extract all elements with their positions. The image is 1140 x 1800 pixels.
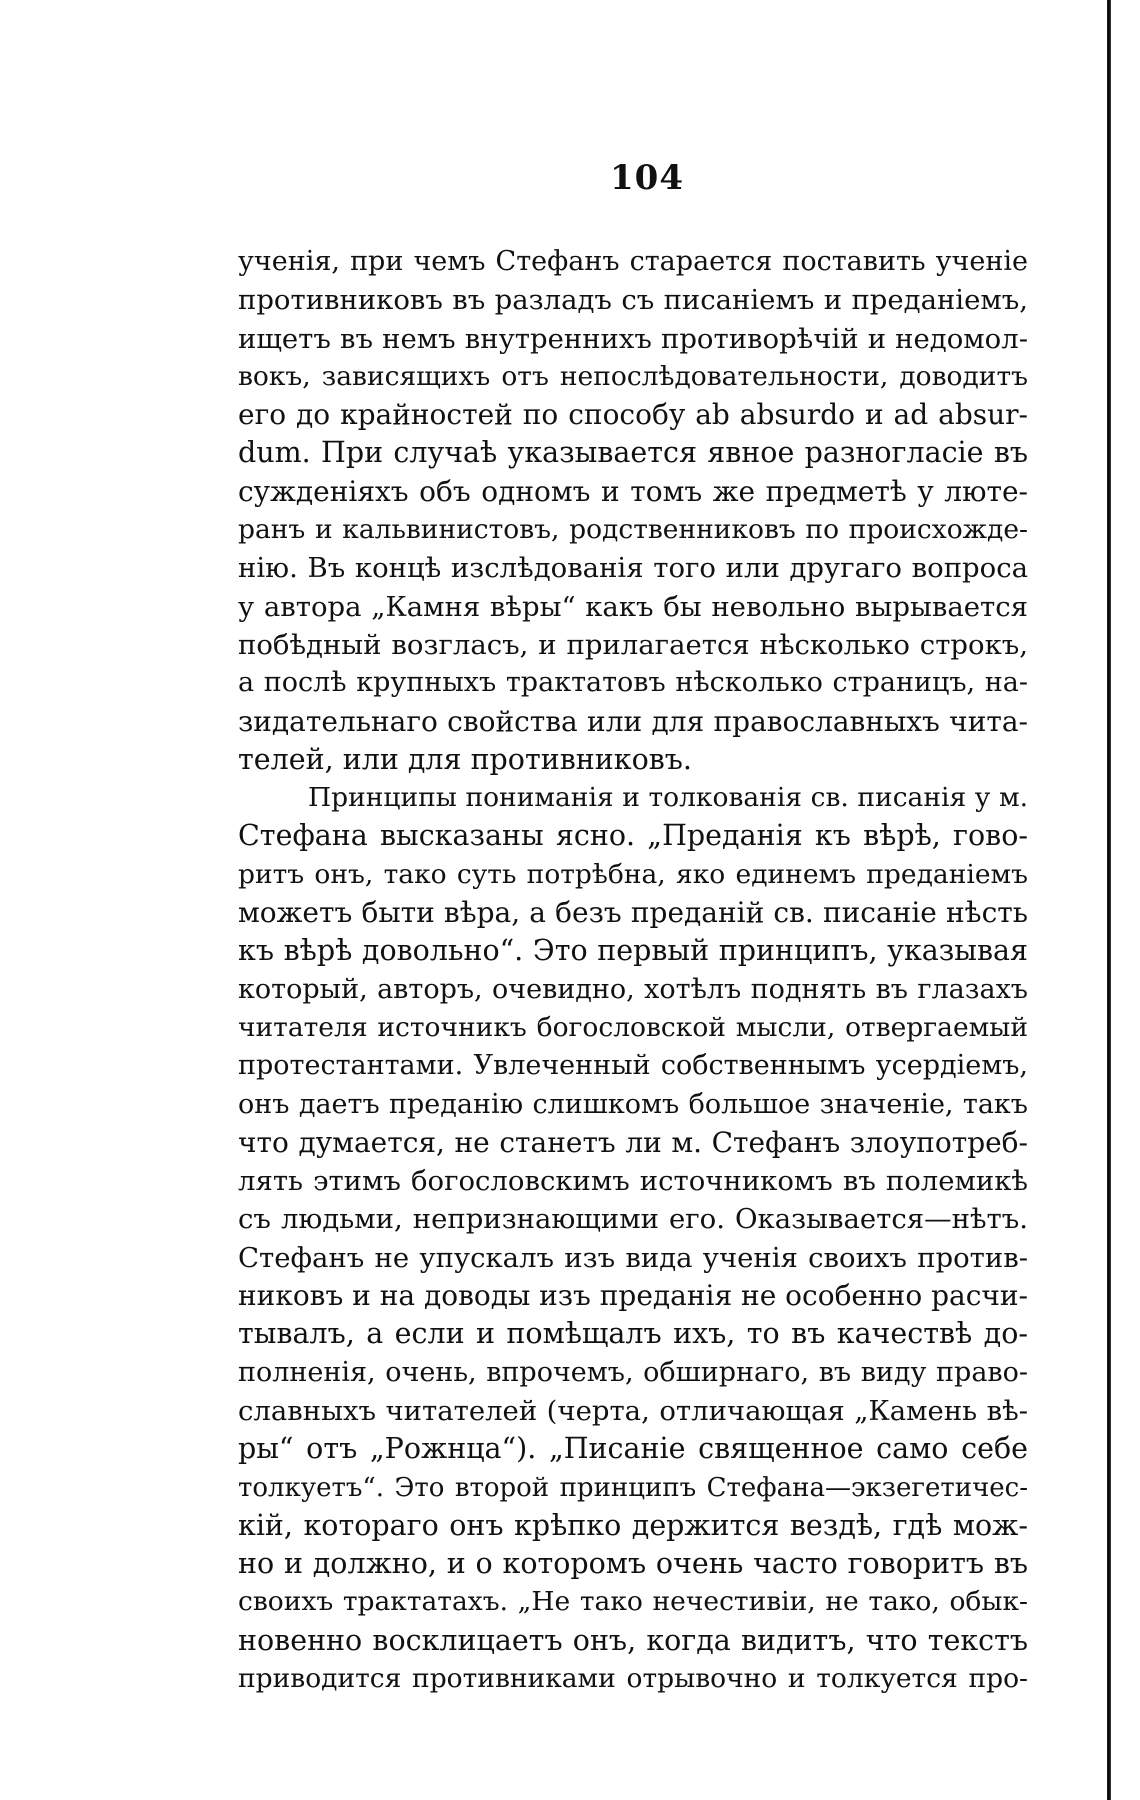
page-edge-line [1107,0,1111,1800]
text-line: у автора „Камня вѣры“ какъ бы невольно вырывается [238,590,1028,623]
text-line: Стефана высказаны ясно. „Преданія къ вѣрѣ, гово- [238,819,1028,853]
text-line: нію. Въ концѣ изслѣдованія того или другаго вопроса [238,552,1028,585]
text-line: приводится противниками отрывочно и толкуется про- [238,1662,1028,1694]
text-line: но и должно, и о которомъ очень часто говоритъ въ [238,1547,1028,1581]
paragraph-2 [238,779,1028,1698]
text-line: славныхъ читателей (черта, отличающая „Камень вѣ- [238,1394,1028,1427]
page-text [238,243,1028,1698]
text-line: онъ даетъ преданію слишкомъ большое значеніе, такъ [238,1088,1028,1120]
text-line: ритъ онъ, тако суть потрѣбна, яко единемъ преданіемъ [238,858,1028,890]
text-line: протестантами. Увлеченный собственнымъ усердіемъ, [238,1050,1028,1082]
text-line: который, авторъ, очевидно, хотѣлъ поднять въ глазахъ [238,973,1028,1005]
text-line: телей, или для противниковъ. [238,742,692,776]
text-line: Стефанъ не упускалъ изъ вида ученія своихъ против- [238,1241,1028,1274]
text-line: своихъ трактатахъ. „Не тако нечестивіи, не тако, обык- [238,1586,1028,1618]
text-line: ищетъ въ немъ внутреннихъ противорѣчій и недомол- [238,322,1028,355]
text-line: можетъ быти вѣра, а безъ преданій св. писаніе нѣсть [238,896,1028,930]
text-line: противниковъ въ разладъ съ писаніемъ и преданіемъ, [238,284,1028,317]
paragraph-1 [238,243,1028,779]
text-line: dum. При случаѣ указывается явное разногласіе въ [238,436,1028,470]
text-line: лять этимъ богословскимъ источникомъ въ полемикѣ [238,1165,1028,1198]
text-line: тывалъ, а если и помѣщалъ ихъ, то въ качествѣ до- [238,1317,1028,1351]
text-line: новенно восклицаетъ онъ, когда видитъ, что текстъ [238,1623,1028,1657]
text-line: Принципы пониманія и толкованія св. писанія у м. [308,782,1028,814]
text-line: ученія, при чемъ Стефанъ старается поставить ученіе [238,246,1028,277]
text-line: читателя источникъ богословской мысли, отвергаемый [238,1011,1028,1043]
text-line: зидательнаго свойства или для православныхъ чита- [238,704,1028,738]
text-line: съ людьми, непризнающими его. Оказывается—нѣтъ. [238,1203,1028,1236]
text-line: что думается, не станетъ ли м. Стефанъ злоупотреб- [238,1125,1028,1159]
text-line: ры“ отъ „Рожнца“). „Писаніе священное само себе [238,1432,1028,1466]
text-line: ранъ и кальвинистовъ, родственниковъ по происхожде- [238,514,1028,546]
text-line: вокъ, зависящихъ отъ непослѣдовательности, доводитъ [238,360,1028,392]
text-line: никовъ и на доводы изъ преданія не особенно расчи- [238,1279,1029,1313]
page-number: 104 [610,158,684,198]
text-line: полненія, очень, впрочемъ, обширнаго, въ виду право- [238,1356,1028,1388]
text-line: кій, котораго онъ крѣпко держится вездѣ, гдѣ мож- [238,1508,1028,1542]
text-line: его до крайностей по способу ab absurdo и ad absur- [238,398,1028,432]
text-line: сужденіяхъ объ одномъ и томъ же предметѣ у люте- [238,474,1028,508]
text-line: толкуетъ“. Это второй принципъ Стефана—экзегетичес- [238,1472,1028,1503]
text-line: побѣдный возгласъ, и прилагается нѣсколько строкъ, [238,628,1028,661]
text-line: къ вѣрѣ довольно“. Это первый принципъ, указывая [238,934,1028,968]
text-line: а послѣ крупныхъ трактатовъ нѣсколько страницъ, на- [238,667,1028,699]
